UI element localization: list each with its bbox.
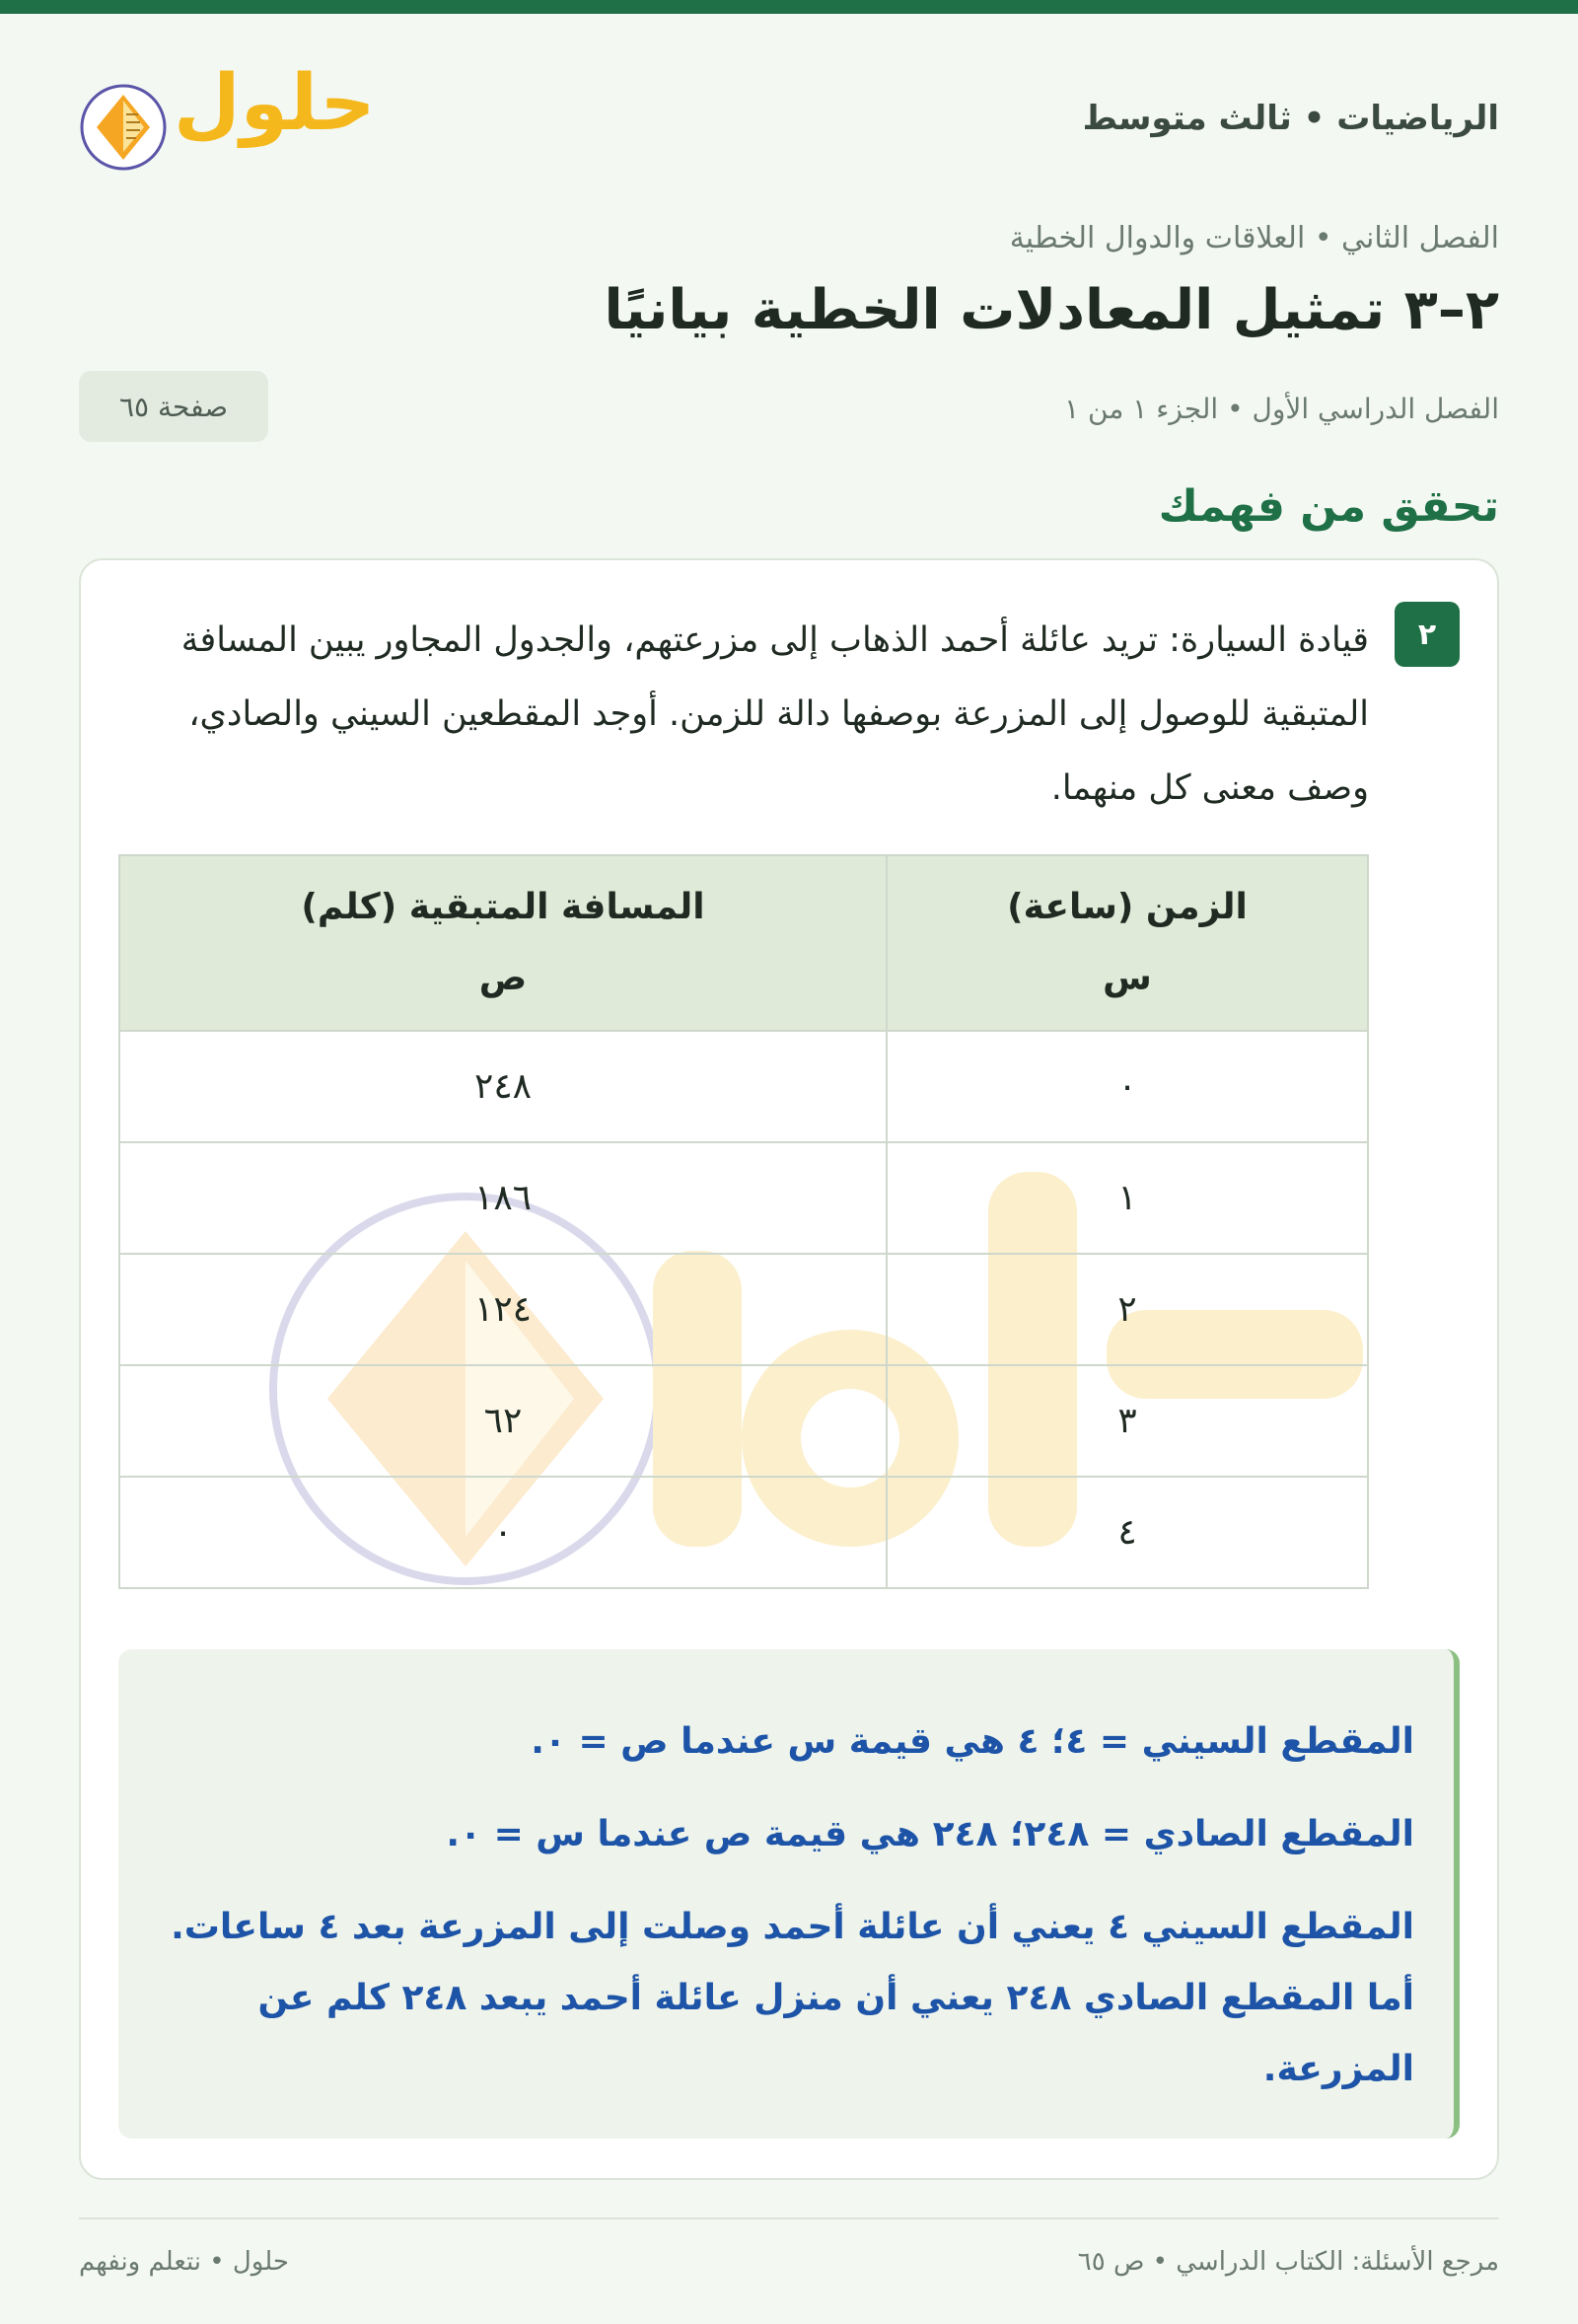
distance-time-table bbox=[118, 854, 1369, 1589]
time-cell: ١ bbox=[887, 1142, 1368, 1254]
footer-brand: حلول • نتعلم ونفهم bbox=[79, 2247, 289, 2277]
distance-cell: ٦٢ bbox=[119, 1365, 887, 1477]
distance-cell: ١٢٤ bbox=[119, 1254, 887, 1365]
table-header-distance bbox=[119, 855, 887, 1031]
page-header bbox=[79, 59, 1499, 178]
distance-cell: ٠ bbox=[119, 1477, 887, 1588]
time-cell: ٤ bbox=[887, 1477, 1368, 1588]
logo-book-icon bbox=[79, 83, 168, 172]
top-accent-bar bbox=[0, 0, 1578, 14]
table-row bbox=[119, 1365, 1368, 1477]
question-text: قيادة السيارة: تريد عائلة أحمد الذهاب إلى مزرعتهم، والجدول المجاور يبين المسافة المتبقية للوصول إلى المزرعة بوصفها دالة للزمن. أوجد المقطعين السيني والصادي، وصف معنى كل منهما. bbox=[180, 620, 1369, 808]
table-row bbox=[119, 1477, 1368, 1588]
hulul-logo[interactable] bbox=[79, 59, 376, 178]
subject-label: الرياضيات • ثالث متوسط bbox=[1082, 99, 1499, 138]
page-number-badge: صفحة ٦٥ bbox=[79, 371, 268, 442]
logo-text: حلول bbox=[174, 59, 376, 148]
distance-cell: ١٨٦ bbox=[119, 1142, 887, 1254]
question-card bbox=[79, 558, 1499, 2180]
time-cell: ٠ bbox=[887, 1031, 1368, 1142]
header-time-symbol: س bbox=[1103, 958, 1152, 998]
table-row bbox=[119, 1142, 1368, 1254]
header-distance-symbol: ص bbox=[478, 958, 528, 998]
distance-cell: ٢٤٨ bbox=[119, 1031, 887, 1142]
time-cell: ٣ bbox=[887, 1365, 1368, 1477]
footer-reference: مرجع الأسئلة: الكتاب الدراسي • ص ٦٥ bbox=[1077, 2247, 1499, 2277]
answer-x-intercept: المقطع السيني = ٤؛ ٤ هي قيمة س عندما ص = ٠. bbox=[531, 1721, 1414, 1762]
answer-meaning: المقطع السيني ٤ يعني أن عائلة أحمد وصلت إلى المزرعة بعد ٤ ساعات. أما المقطع الصادي ٢٤٨ يعني أن منزل عائلة أحمد يبعد ٢٤٨ كلم عن المزرعة. bbox=[171, 1907, 1414, 2089]
chapter-label: الفصل الثاني • العلاقات والدوال الخطية bbox=[1009, 221, 1499, 255]
semester-label: الفصل الدراسي الأول • الجزء ١ من ١ bbox=[1064, 393, 1499, 425]
footer-divider bbox=[79, 2217, 1499, 2219]
answer-y-intercept: المقطع الصادي = ٢٤٨؛ ٢٤٨ هي قيمة ص عندما س = ٠. bbox=[446, 1814, 1414, 1854]
header-distance-label: المسافة المتبقية (كلم) bbox=[301, 887, 705, 927]
table-row bbox=[119, 1031, 1368, 1142]
table-row bbox=[119, 1254, 1368, 1365]
table-header-row bbox=[119, 855, 1368, 1031]
section-title: تحقق من فهمك bbox=[1158, 481, 1499, 532]
lesson-title: ٢–٣ تمثيل المعادلات الخطية بيانيًا bbox=[604, 278, 1499, 342]
question-number-badge: ٢ bbox=[1395, 602, 1460, 667]
time-cell: ٢ bbox=[887, 1254, 1368, 1365]
header-time-label: الزمن (ساعة) bbox=[1007, 887, 1248, 927]
answer-box bbox=[118, 1649, 1460, 2139]
table-header-time bbox=[887, 855, 1368, 1031]
